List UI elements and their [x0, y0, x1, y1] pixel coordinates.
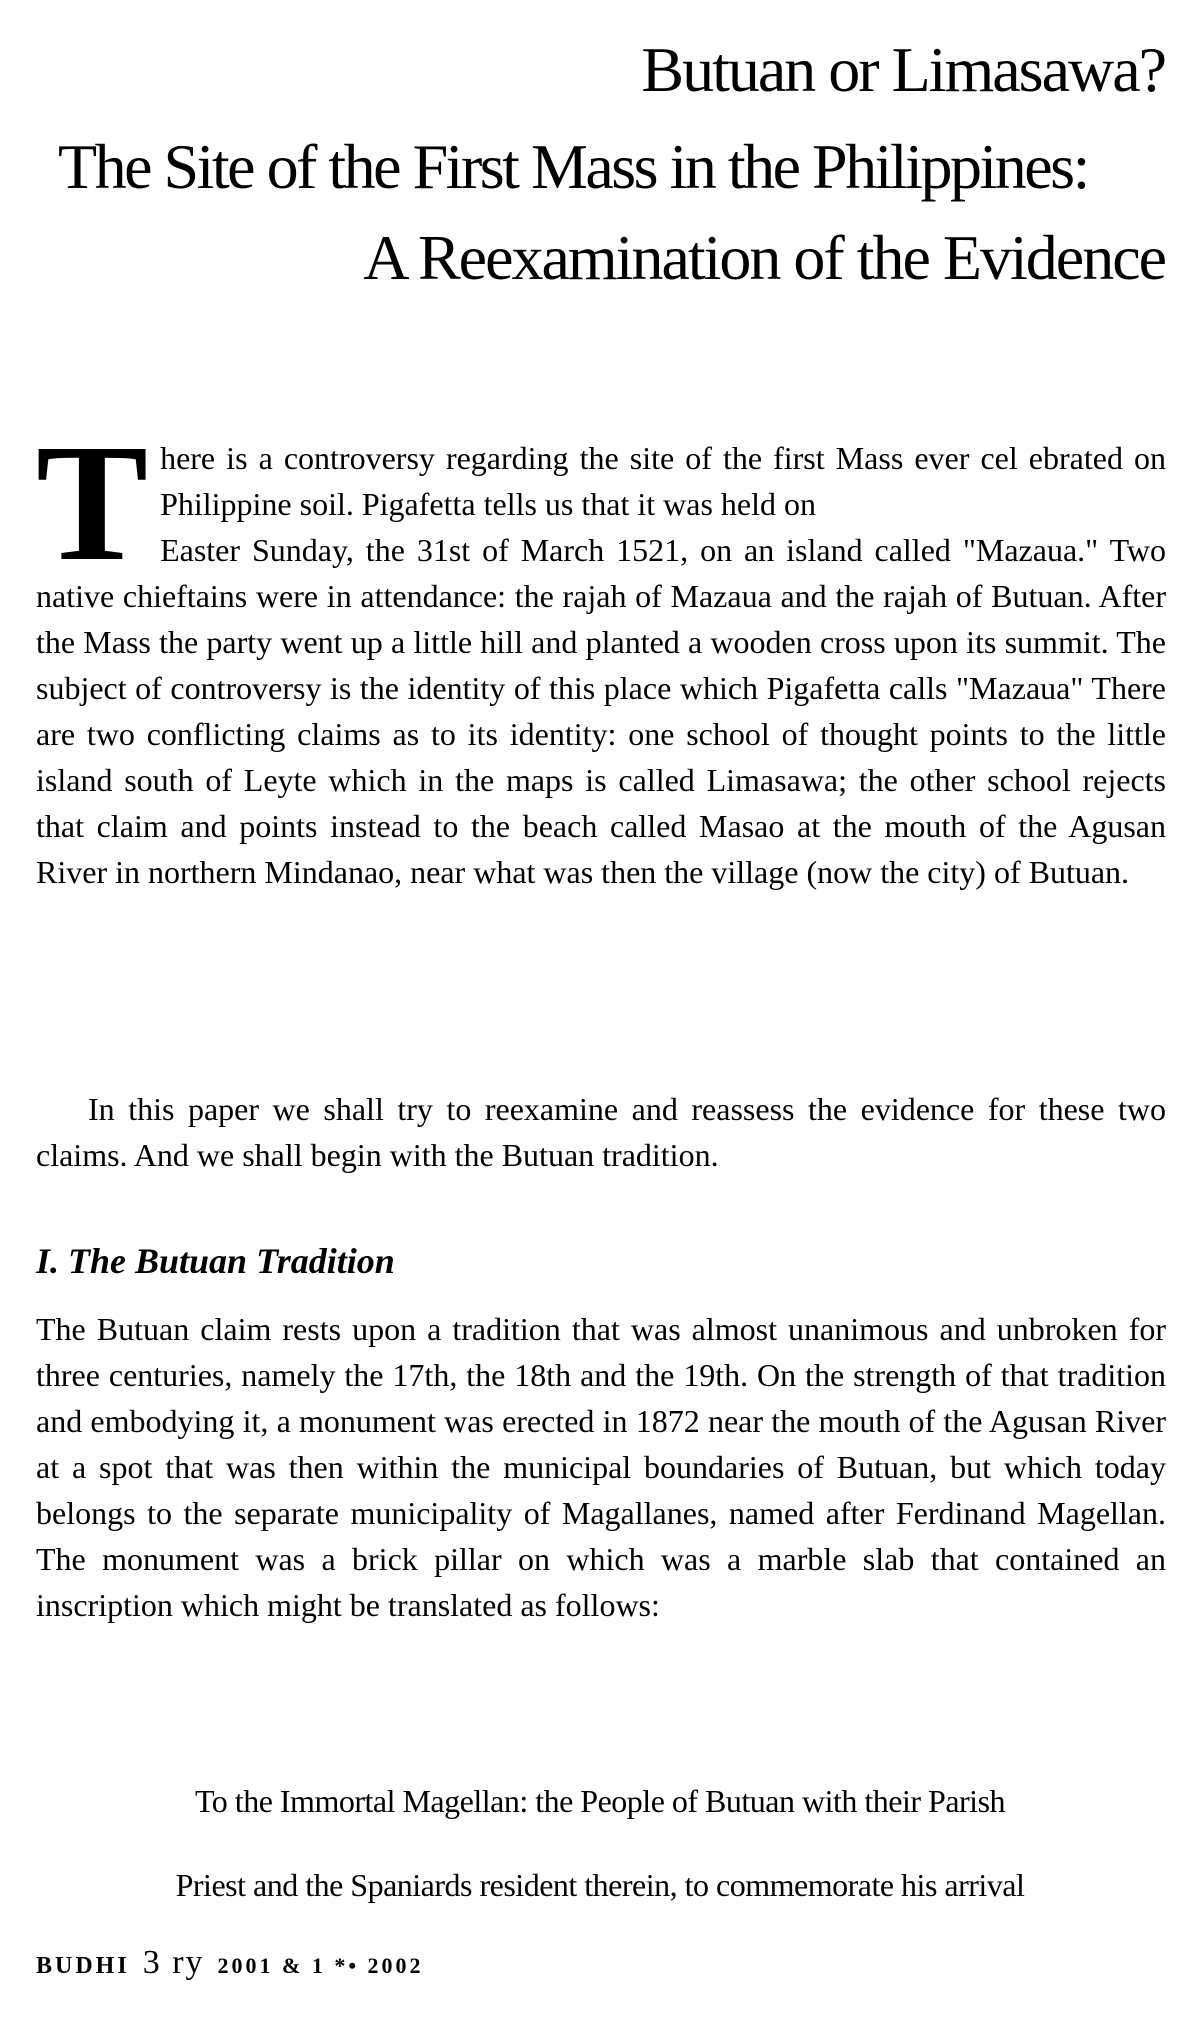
section-body: The Butuan claim rests upon a tradition that was almost unanimous and unbroken for three centuries, namely the 17th, the 18th and the 19th. On the strength of that tradition and embodying it, a monument was erected in 1872 near the mouth of the Agusan River at a spot that was then within the municipal boundaries of Butuan, but which today belongs to the separate municipality of Magallanes, named after Ferdinand Magellan. The monument was a brick pillar on which was a marble slab that contained an inscription which might be translated as follows: [36, 1311, 1166, 1623]
drop-cap: T [36, 410, 149, 596]
paragraph-2: In this paper we shall try to reexamine and reassess the evidence for these two claims. And we shall begin with the Butuan tradition. [36, 1091, 1166, 1173]
footer-dates: 2001 & 1 *• 2002 [217, 1953, 424, 1978]
footer-issue: 3 ry [142, 1944, 205, 1981]
page-footer [36, 1943, 424, 1986]
title-line-3: A Reexamination of the Evidence [363, 222, 1165, 293]
inscription-line-2: Priest and the Spaniards resident therein, to commemorate his arrival [175, 1867, 1025, 1903]
title-line-1: Butuan or Limasawa? [641, 34, 1165, 105]
intro-rest: Easter Sunday, the 31st of March 1521, on an island called "Mazaua." Two native chieftains were in attendance: the rajah of Mazaua and the rajah of Butuan. After the Mass the party went up a little hill and planted a wooden cross upon its summit. The subject of controversy is the identity of this place which Pigafetta calls "Mazaua" There are two conflicting claims as to its identity: one school of thought points to the little island south of Leyte which in the maps is called Limasawa; the other school rejects that claim and points instead to the beach called Masao at the mouth of the Agusan River in northern Mindanao, near what was then the village (now the city) of Butuan. [36, 532, 1166, 890]
intro-paragraph [36, 410, 1166, 895]
inscription-line-1: To the Immortal Magellan: the People of Butuan with their Parish [194, 1783, 1006, 1819]
title-line-2: The Site of the First Mass in the Philippines: [58, 131, 1088, 202]
footer-journal: BUDHI [36, 1953, 130, 1979]
section-heading: I. The Butuan Tradition [36, 1241, 395, 1281]
intro-first-lines: here is a controversy regarding the site of the first Mass ever cel ebrated on Philippine soil. Pigafetta tells us that it was held on [160, 440, 1166, 522]
